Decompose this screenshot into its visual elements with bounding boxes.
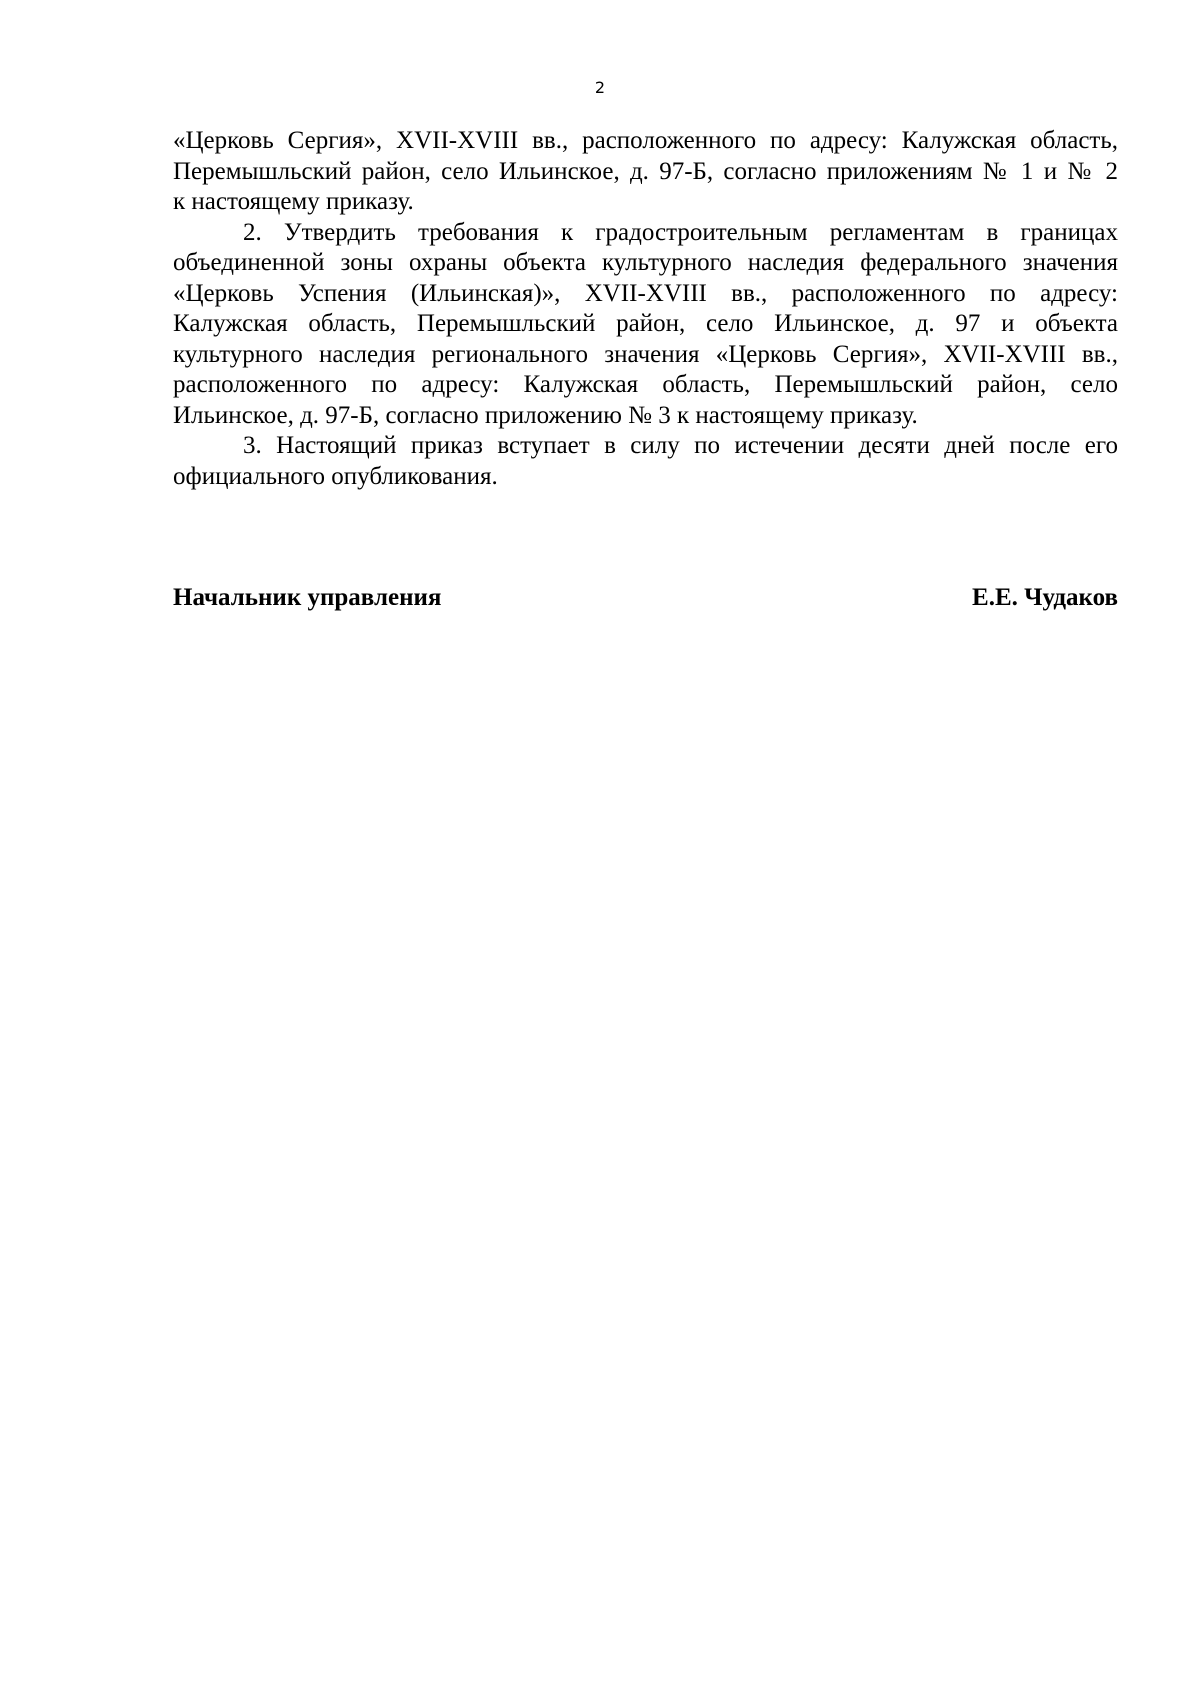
text-line: «Церковь Успения (Ильинская)», XVII-XVIII вв., расположенного по адресу: (173, 279, 1118, 307)
text-line: «Церковь Сергия», XVII-XVIII вв., расположенного по адресу: Калужская область, (173, 127, 1118, 154)
signatory-position: Начальник управления (173, 584, 442, 611)
signatory-name: Е.Е. Чудаков (972, 584, 1118, 611)
text-line: официального опубликования. (173, 462, 498, 490)
document-body (173, 126, 1118, 492)
paragraph-item-2 (173, 218, 1118, 432)
text-line: объединенной зоны охраны объекта культурного наследия федерального значения (173, 249, 1118, 276)
text-line: 3. Настоящий приказ вступает в силу по истечении десяти дней после его (243, 432, 1118, 459)
text-line: культурного наследия регионального значения «Церковь Сергия», XVII-XVIII вв., (173, 340, 1118, 368)
text-line: к настоящему приказу. (173, 188, 414, 215)
paragraph-continuation (173, 126, 1118, 218)
text-line: 2. Утвердить требования к градостроительным регламентам в границах (243, 218, 1118, 246)
paragraph-item-3 (173, 431, 1118, 492)
text-line: Ильинское, д. 97-Б, согласно приложению № 3 к настоящему приказу. (173, 401, 918, 429)
text-line: Перемышльский район, село Ильинское, д. 97-Б, согласно приложениям № 1 и № 2 (173, 157, 1118, 185)
page-number: 2 (594, 78, 606, 97)
text-line: расположенного по адресу: Калужская область, Перемышльский район, село (173, 371, 1118, 398)
text-line: Калужская область, Перемышльский район, село Ильинское, д. 97 и объекта (173, 310, 1118, 337)
